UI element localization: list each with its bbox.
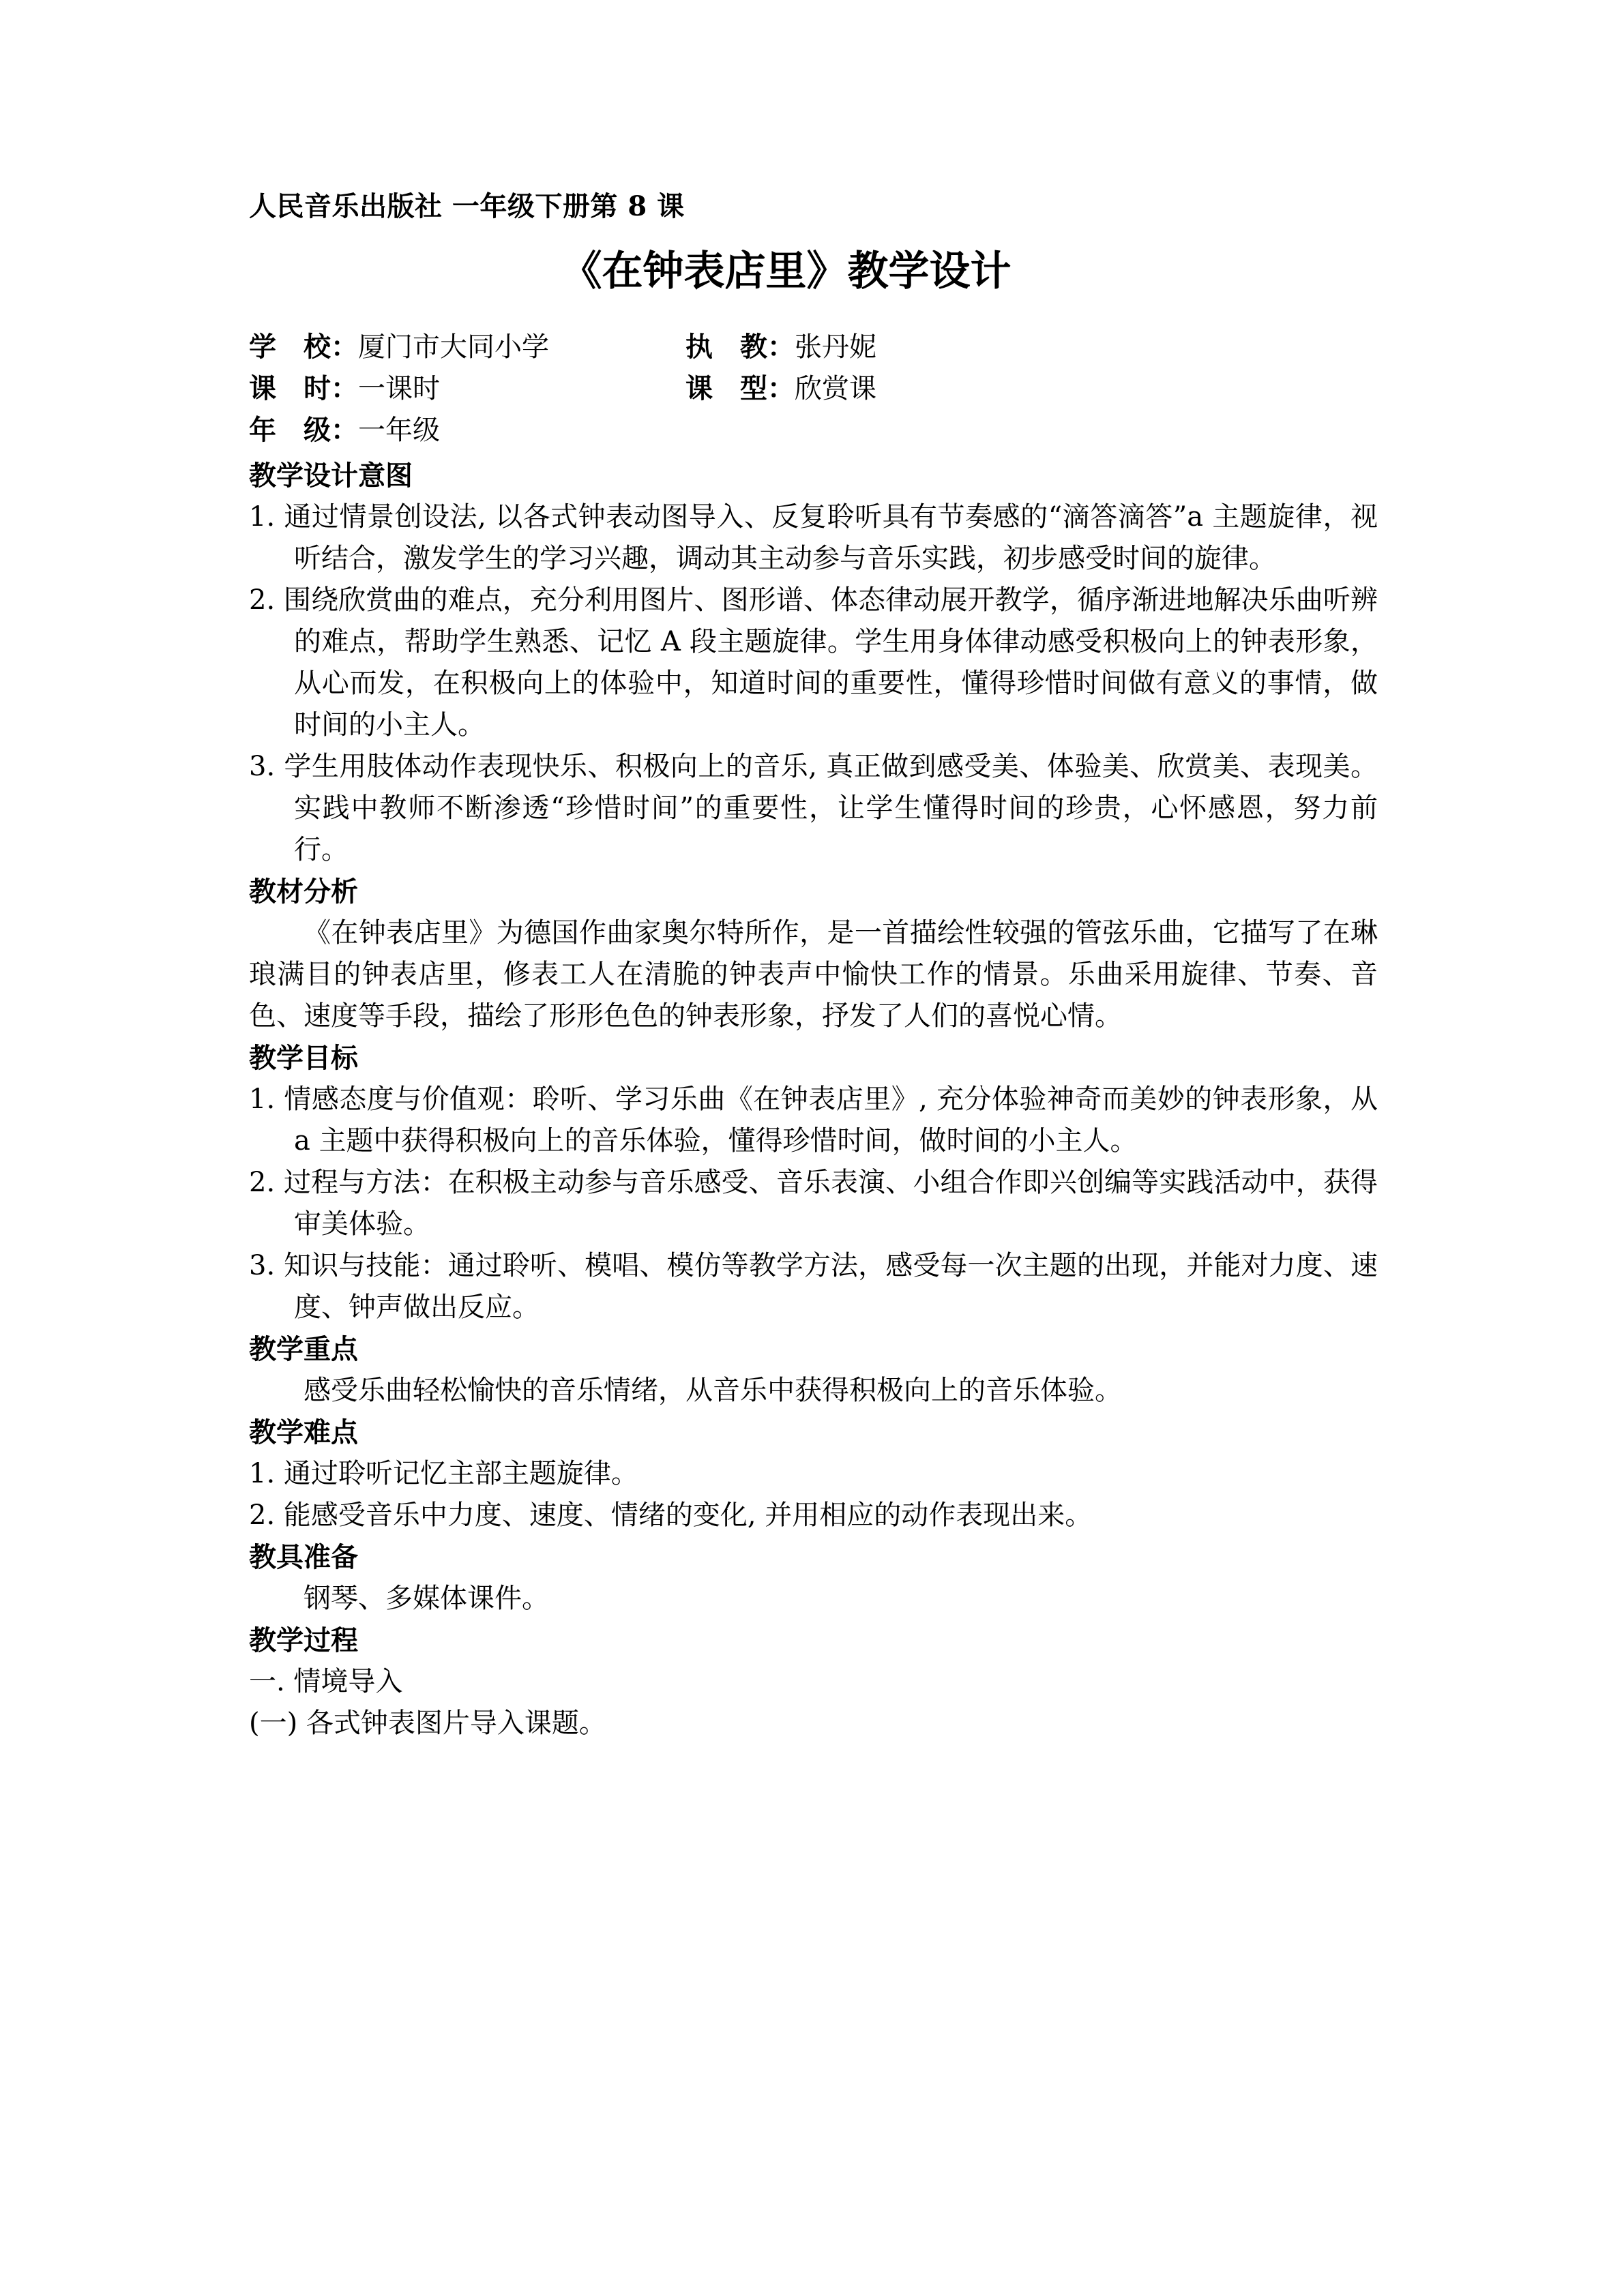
section-heading: 教学设计意图 xyxy=(249,460,413,492)
section-heading: 教学难点 xyxy=(249,1416,358,1448)
section-paragraph: (一) 各式钟表图片导入课题。 xyxy=(249,1708,606,1739)
document-content xyxy=(249,185,1378,1744)
section-heading: 教具准备 xyxy=(249,1541,358,1573)
info-label-course-type: 课 型： xyxy=(685,372,795,404)
info-label-school: 学 校： xyxy=(249,331,358,363)
info-value-course-type: 欣赏课 xyxy=(795,373,876,404)
info-cell-course-type xyxy=(685,368,1122,410)
section-heading: 教学目标 xyxy=(249,1042,358,1074)
section-heading: 教学过程 xyxy=(249,1624,358,1656)
document-sections xyxy=(249,455,1378,1744)
info-value-periods: 一课时 xyxy=(358,373,440,404)
info-cell-school xyxy=(249,326,685,368)
info-row xyxy=(249,409,1378,451)
section-paragraph: 2. 能感受音乐中力度、速度、情绪的变化, 并用相应的动作表现出来。 xyxy=(249,1500,1093,1531)
section-heading: 教学重点 xyxy=(249,1333,358,1365)
section-paragraph: 2. 过程与方法：在积极主动参与音乐感受、音乐表演、小组合作即兴创编等实践活动中，获得审美体验。 xyxy=(249,1167,1378,1240)
section-paragraph: 1. 通过情景创设法, 以各式钟表动图导入、反复聆听具有节奏感的“滴答滴答”a 主题旋律，视听结合，激发学生的学习兴趣，调动其主动参与音乐实践，初步感受时间的旋律。 xyxy=(249,501,1378,574)
info-value-teacher: 张丹妮 xyxy=(795,331,876,363)
course-info-block xyxy=(249,326,1378,451)
info-label-periods: 课 时： xyxy=(249,372,358,404)
section-paragraph: 钢琴、多媒体课件。 xyxy=(304,1583,549,1614)
info-label-grade: 年 级： xyxy=(249,414,358,446)
info-value-grade: 一年级 xyxy=(358,415,440,446)
page-title: 《在钟表店里》教学设计 xyxy=(561,248,1012,295)
info-value-school: 厦门市大同小学 xyxy=(358,331,549,363)
info-cell-teacher xyxy=(685,326,1122,368)
info-cell-grade xyxy=(249,409,685,451)
section-paragraph: 3. 知识与技能：通过聆听、模唱、模仿等教学方法，感受每一次主题的出现，并能对力度、速度、钟声做出反应。 xyxy=(249,1250,1378,1323)
publisher-header: 人民音乐出版社 一年级下册第 8 课 xyxy=(249,190,685,222)
section-paragraph: 3. 学生用肢体动作表现快乐、积极向上的音乐, 真正做到感受美、体验美、欣赏美、表现美。实践中教师不断渗透“珍惜时间”的重要性，让学生懂得时间的珍贵，心怀感恩，努力前行。 xyxy=(249,751,1378,865)
info-row xyxy=(249,326,1378,368)
section-heading: 教材分析 xyxy=(249,876,358,908)
info-row xyxy=(249,368,1378,409)
info-label-teacher: 执 教： xyxy=(685,331,795,363)
info-cell-periods xyxy=(249,368,685,410)
section-paragraph: 1. 情感态度与价值观：聆听、学习乐曲《在钟表店里》, 充分体验神奇而美妙的钟表形象，从 a 主题中获得积极向上的音乐体验，懂得珍惜时间，做时间的小主人。 xyxy=(249,1084,1378,1157)
section-paragraph: 1. 通过聆听记忆主部主题旋律。 xyxy=(249,1458,638,1489)
section-paragraph: 2. 围绕欣赏曲的难点，充分利用图片、图形谱、体态律动展开教学，循序渐进地解决乐曲听辨的难点，帮助学生熟悉、记忆 A 段主题旋律。学生用身体律动感受积极向上的钟表形象，从心而发，在积极向上的体验中，知道时间的重要性，懂得珍惜时间做有意义的事情，做时间的小主人。 xyxy=(249,584,1378,741)
section-paragraph: 感受乐曲轻松愉快的音乐情绪，从音乐中获得积极向上的音乐体验。 xyxy=(304,1375,1122,1406)
section-paragraph: 《在钟表店里》为德国作曲家奥尔特所作，是一首描绘性较强的管弦乐曲，它描写了在琳琅满目的钟表店里，修表工人在清脆的钟表声中愉快工作的情景。乐曲采用旋律、节奏、音色、速度等手段，描绘了形形色色的钟表形象，抒发了人们的喜悦心情。 xyxy=(249,917,1378,1032)
section-paragraph: 一. 情境导入 xyxy=(249,1666,403,1697)
